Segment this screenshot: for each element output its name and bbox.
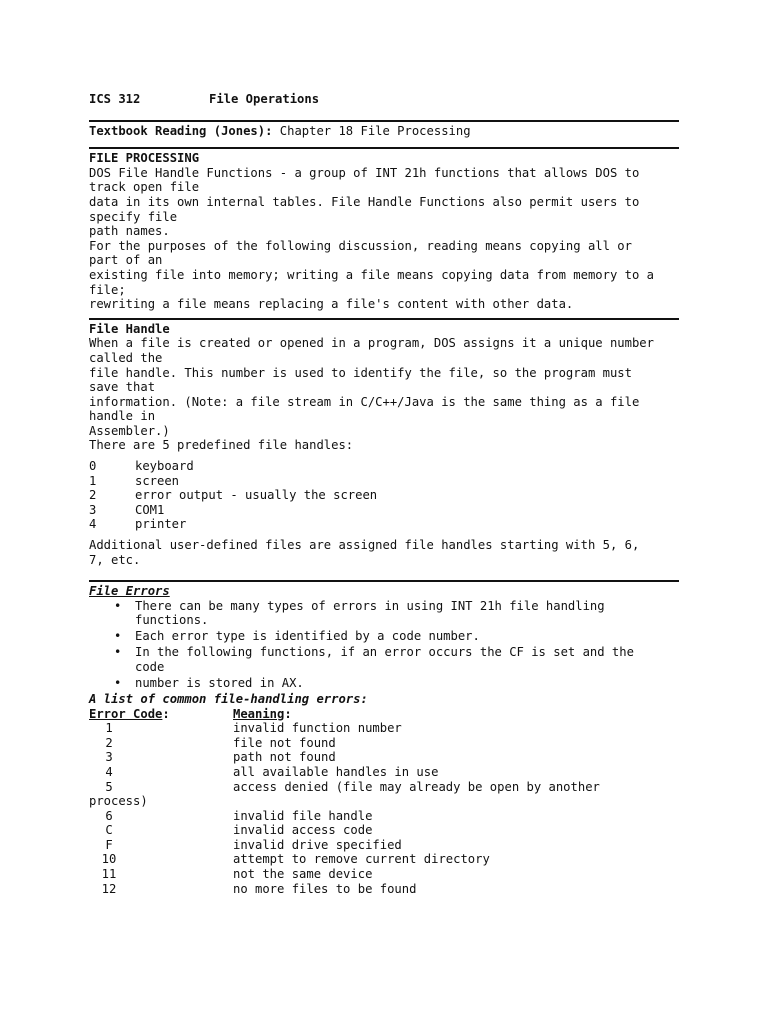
error-row (89, 750, 679, 765)
error-code: F (105, 837, 113, 852)
paragraph-line: handle in (89, 409, 156, 424)
additional-handles-text (89, 538, 679, 567)
error-code: C (105, 823, 113, 838)
paragraph-line: called the (89, 350, 163, 365)
bullet-item (89, 629, 679, 644)
textbook-reading (89, 124, 679, 139)
bullet-text: • Each error type is identified by a code number. (135, 629, 480, 644)
handle-row (89, 503, 679, 518)
bullet-text: • number is stored in AX. (135, 675, 304, 690)
error-meaning: invalid file handle (233, 808, 373, 823)
error-code: 12 (101, 881, 117, 896)
paragraph-line: data in its own internal tables. File Handle Functions also permit users to (89, 194, 640, 209)
error-list-title: A list of common file-handling errors: (89, 691, 368, 706)
error-row (89, 852, 679, 867)
file-handle-body (89, 336, 679, 453)
error-table-header: Error Code: Meaning: (89, 706, 292, 721)
document-page (89, 92, 679, 896)
handle-name: error output - usually the screen (135, 488, 378, 503)
error-row (89, 721, 679, 736)
handle-row (89, 517, 679, 532)
error-row (89, 882, 679, 897)
error-meaning: file not found (233, 735, 336, 750)
error-meaning: access denied (file may already be open by another (233, 779, 600, 794)
error-code: 11 (101, 867, 117, 882)
error-meaning: not the same device (233, 867, 373, 882)
handle-name: keyboard (135, 459, 194, 474)
reading-text: Chapter 18 File Processing (272, 123, 471, 138)
paragraph-line: file; (89, 282, 126, 297)
handle-row (89, 488, 679, 503)
paragraph-line: path names. (89, 224, 170, 239)
bullet-text: • In the following functions, if an error occurs the CF is set and the (135, 645, 634, 660)
error-list-title-line (89, 692, 679, 707)
handle-number: 4 (89, 517, 97, 532)
paragraph-line: For the purposes of the following discussion, reading means copying all or (89, 238, 632, 253)
error-row (89, 765, 679, 780)
paragraph-line: part of an (89, 253, 163, 268)
handle-row (89, 474, 679, 489)
paragraph-line: save that (89, 380, 156, 395)
error-meaning: invalid access code (233, 823, 373, 838)
error-code: 6 (105, 808, 113, 823)
paragraph-line: rewriting a file means replacing a file's content with other data. (89, 297, 574, 312)
handle-number: 1 (89, 473, 97, 488)
bullet-text: • There can be many types of errors in using INT 21h file handling (135, 598, 605, 613)
error-meaning: invalid function number (233, 721, 402, 736)
paragraph-line: Assembler.) (89, 423, 170, 438)
course-code: ICS 312 (89, 92, 141, 106)
bullet-item (89, 676, 679, 691)
error-meaning: all available handles in use (233, 764, 439, 779)
error-code: 4 (105, 764, 113, 779)
error-code: 2 (105, 735, 113, 750)
handle-row (89, 459, 679, 474)
error-meaning: no more files to be found (233, 881, 417, 896)
file-processing-heading: FILE PROCESSING (89, 151, 200, 166)
error-row (89, 780, 679, 795)
bullet-text: functions. (135, 613, 209, 628)
error-table (89, 721, 679, 896)
paragraph-line: When a file is created or opened in a program, DOS assigns it a unique number (89, 336, 654, 351)
handle-name: printer (135, 517, 187, 532)
file-processing-body (89, 166, 679, 312)
paragraph-line: specify file (89, 209, 178, 224)
error-row (89, 867, 679, 882)
handle-number: 3 (89, 502, 97, 517)
error-row (89, 809, 679, 824)
predefined-handles-table (89, 459, 679, 532)
paragraph-line: Additional user-defined files are assigned file handles starting with 5, 6, (89, 538, 640, 553)
error-meaning: attempt to remove current directory (233, 852, 490, 867)
handle-number: 2 (89, 488, 97, 503)
error-code: 5 (105, 779, 113, 794)
file-errors-bullets (89, 599, 679, 691)
error-code: 1 (105, 721, 113, 736)
error-row (89, 736, 679, 751)
error-code-header: Error Code (89, 706, 163, 721)
bullet-item (89, 645, 679, 674)
error-code: 3 (105, 750, 113, 765)
error-meaning: invalid drive specified (233, 837, 402, 852)
handle-number: 0 (89, 459, 97, 474)
paragraph-line: track open file (89, 180, 200, 195)
file-errors-heading-line (89, 584, 679, 599)
bullet-item (89, 599, 679, 628)
file-handle-heading: File Handle (89, 321, 170, 336)
reading-label: Textbook Reading (Jones): (89, 123, 273, 138)
error-row (89, 838, 679, 853)
paragraph-line: information. (Note: a file stream in C/C++/Java is the same thing as a file (89, 394, 640, 409)
error-row (89, 823, 679, 838)
document-title: File Operations (209, 92, 320, 106)
handle-name: COM1 (135, 502, 165, 517)
paragraph-line: There are 5 predefined file handles: (89, 438, 354, 453)
meaning-header: Meaning (233, 706, 285, 721)
error-code: 10 (101, 852, 117, 867)
error-meaning: path not found (233, 750, 336, 765)
paragraph-line: DOS File Handle Functions - a group of INT 21h functions that allows DOS to (89, 165, 640, 180)
document-header (89, 92, 679, 107)
error-meaning-wrap: process) (89, 794, 148, 809)
paragraph-line: file handle. This number is used to identify the file, so the program must (89, 365, 632, 380)
bullet-text: code (135, 659, 165, 674)
file-errors-heading: File Errors (89, 584, 170, 599)
handle-name: screen (135, 473, 180, 488)
paragraph-line: 7, etc. (89, 552, 141, 567)
paragraph-line: existing file into memory; writing a file means copying data from memory to a (89, 267, 654, 282)
